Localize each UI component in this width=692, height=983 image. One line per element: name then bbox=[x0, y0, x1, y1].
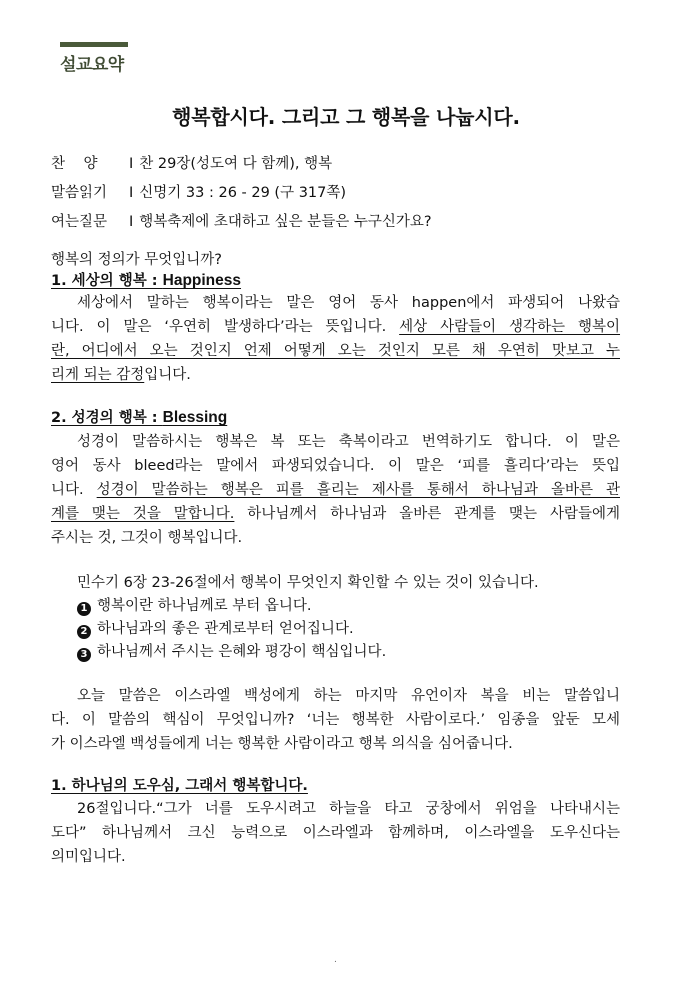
section3-heading bbox=[51, 774, 620, 795]
section2-heading bbox=[51, 406, 620, 427]
section2-heading-text: 2. 성경의 행복 : Blessing bbox=[51, 409, 228, 426]
meta-row-question bbox=[51, 210, 432, 231]
meta-key: 찬 양 bbox=[51, 156, 98, 172]
meta-separator: I bbox=[129, 214, 134, 230]
section3-heading-text: 1. 하나님의 도우심, 그래서 행복합니다. bbox=[51, 778, 308, 794]
paragraph3-line-3: 가 이스라엘 백성들에게 너는 행복한 사람이라고 행복 의식을 심어줍니다. bbox=[51, 736, 513, 752]
meta-value: 신명기 33 : 26 - 29 (구 317쪽) bbox=[139, 185, 347, 201]
meta-key: 여는질문 bbox=[51, 214, 108, 230]
section3-line-2: 도다” 하나님께서 크신 능력으로 이스라엘과 함께하며, 이스라엘을 도우신다는 bbox=[51, 825, 620, 841]
section2-heading-en: Blessing bbox=[162, 409, 228, 426]
section2-line-3: 니다. 성경이 말씀하는 행복은 피를 흘리는 제사를 통해서 하나님과 올바른 관 bbox=[51, 482, 620, 498]
section3-line-3: 의미입니다. bbox=[51, 849, 126, 865]
section1-heading bbox=[51, 269, 620, 290]
section2-line-4: 계를 맺는 것을 말합니다. 하나님께서 하나님과 올바른 관계를 맺는 사람들에게 bbox=[51, 506, 620, 522]
numbers-intro: 민수기 6장 23-26절에서 행복이 무엇인지 확인할 수 있는 것이 있습니다. bbox=[77, 575, 539, 591]
section1-line-1: 세상에서 말하는 행복이라는 말은 영어 동사 happen에서 파생되어 나왔습 bbox=[77, 295, 620, 311]
section1-heading-text: 1. 세상의 행복 : Happiness bbox=[51, 272, 242, 289]
number-1-icon: 1 bbox=[77, 602, 91, 616]
section1-line-2: 니다. 이 말은 ‘우연히 발생하다’라는 뜻입니다. 세상 사람들이 생각하는 행복이 bbox=[51, 319, 621, 335]
header-bar bbox=[60, 42, 128, 47]
number-2-icon: 2 bbox=[77, 625, 91, 639]
section2-line-2: 영어 동사 bleed라는 말에서 파생되었습니다. 이 말은 ‘피를 흘리다’라는 뜻입 bbox=[51, 458, 620, 474]
meta-separator: I bbox=[129, 185, 134, 201]
section2-line-5: 주시는 것, 그것이 행복입니다. bbox=[51, 530, 243, 546]
point-1: 1 행복이란 하나님께로 부터 옵니다. bbox=[77, 594, 312, 616]
number-3-icon: 3 bbox=[77, 648, 91, 662]
section1-heading-en: Happiness bbox=[162, 272, 242, 289]
meta-row-reading bbox=[51, 181, 346, 202]
meta-separator: I bbox=[129, 156, 134, 172]
point-2: 2 하나님과의 좋은 관계로부터 얻어집니다. bbox=[77, 617, 354, 639]
paragraph3-line-1: 오늘 말씀은 이스라엘 백성에게 하는 마지막 유언이자 복을 비는 말씀입니 bbox=[77, 688, 620, 704]
section2-line-1: 성경이 말씀하시는 행복은 복 또는 축복이라고 번역하기도 합니다. 이 말은 bbox=[77, 434, 620, 450]
section1-line-3: 란, 어디에서 오는 것인지 언제 어떻게 오는 것인지 모른 채 우연히 맛보고 누 bbox=[51, 343, 620, 359]
meta-value: 찬 29장(성도여 다 함께), 행복 bbox=[139, 156, 333, 172]
meta-row-hymn bbox=[51, 152, 332, 173]
meta-value: 행복축제에 초대하고 싶은 분들은 누구신가요? bbox=[139, 214, 432, 230]
intro-question: 행복의 정의가 무엇입니까? bbox=[51, 252, 222, 268]
point-3: 3 하나님께서 주시는 은혜와 평강이 핵심입니다. bbox=[77, 640, 386, 662]
page-title: 행복합시다. 그리고 그 행복을 나눕시다. bbox=[172, 105, 520, 129]
section-label: 설교요약 bbox=[60, 55, 124, 75]
footer-mark: . bbox=[334, 955, 337, 965]
section3-line-1: 26절입니다.“그가 너를 도우시려고 하늘을 타고 궁창에서 위엄을 나타내시는 bbox=[77, 801, 620, 817]
paragraph3-line-2: 다. 이 말씀의 핵심이 무엇입니까? ‘너는 행복한 사람이로다.’ 임종을 앞둔 모세 bbox=[51, 712, 620, 728]
meta-key: 말씀읽기 bbox=[51, 185, 108, 201]
section1-line-4: 리게 되는 감정입니다. bbox=[51, 367, 191, 383]
